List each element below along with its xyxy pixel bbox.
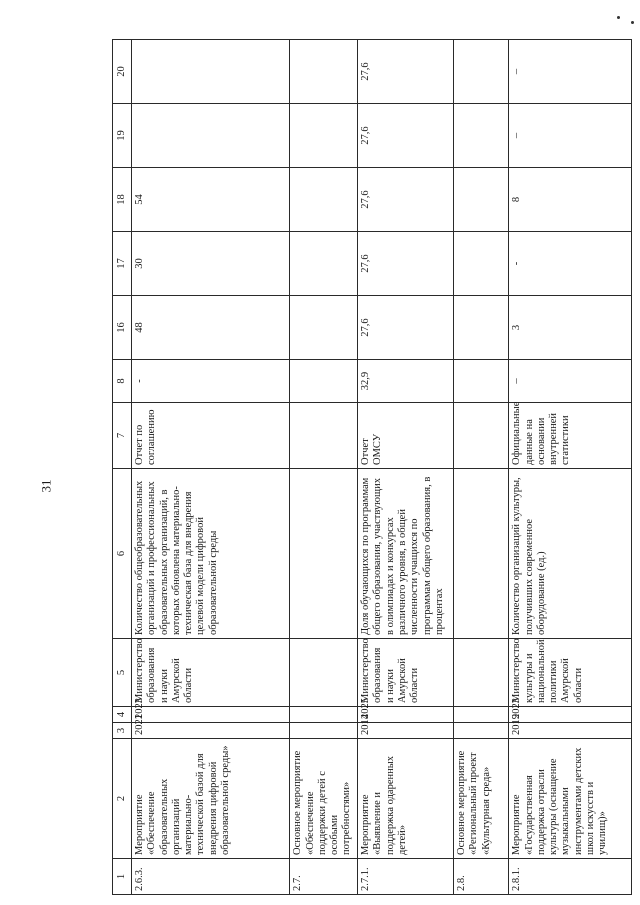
column-header: 6: [113, 469, 132, 639]
value-16: 3: [509, 296, 632, 360]
column-header: 16: [113, 296, 132, 360]
value-17: [454, 232, 509, 296]
base-value: -: [132, 360, 290, 403]
value-19: [290, 104, 358, 168]
start-year: [454, 723, 509, 739]
base-value: [454, 360, 509, 403]
data-source: Официальные данные на основании внутренней статистики: [509, 403, 632, 469]
data-source: [290, 403, 358, 469]
row-number: 2.8.1.: [509, 859, 632, 895]
table-row: [358, 40, 454, 895]
indicator: [290, 469, 358, 639]
start-year: 2019: [509, 723, 632, 739]
value-16: 27,6: [358, 296, 454, 360]
table-row: [509, 40, 632, 895]
table-row: [290, 40, 358, 895]
start-year: 2014: [358, 723, 454, 739]
value-19: –: [509, 104, 632, 168]
header-row: [113, 40, 132, 895]
indicators-table: [112, 39, 632, 895]
indicator: Количество общеобразовательных организаций и профессиональных образовательных организаций, в которых обновлена материально-техническая база для внедрения целевой модели цифровой образовательной среды: [132, 469, 290, 639]
end-year: [290, 707, 358, 723]
value-18: 54: [132, 168, 290, 232]
indicator: [454, 469, 509, 639]
value-20: –: [509, 40, 632, 104]
executor: Министерство образования и науки Амурской области: [358, 639, 454, 707]
column-header: 19: [113, 104, 132, 168]
column-header: 8: [113, 360, 132, 403]
base-value: 32,9: [358, 360, 454, 403]
row-number: 2.8.: [454, 859, 509, 895]
data-source: Отчет ОМСУ: [358, 403, 454, 469]
value-19: 27,6: [358, 104, 454, 168]
column-header: 5: [113, 639, 132, 707]
value-20: 27,6: [358, 40, 454, 104]
value-18: 8: [509, 168, 632, 232]
executor: [290, 639, 358, 707]
page-number: 31: [38, 479, 54, 493]
value-19: [454, 104, 509, 168]
base-value: [290, 360, 358, 403]
value-18: [290, 168, 358, 232]
value-16: [454, 296, 509, 360]
column-header: 17: [113, 232, 132, 296]
column-header: 2: [113, 739, 132, 859]
data-source: [454, 403, 509, 469]
indicator: Доля обучающихся по программам общего образования, участвующих в олимпиадах и конкурсах различного уровня, в общей численности учащихся по программам общего образования, в процентах: [358, 469, 454, 639]
base-value: –: [509, 360, 632, 403]
scan-speck: [617, 16, 620, 19]
executor: Министерство образования и науки Амурской области: [132, 639, 290, 707]
end-year: [454, 707, 509, 723]
end-year: 2023: [132, 707, 290, 723]
value-17: [290, 232, 358, 296]
start-year: 2021: [132, 723, 290, 739]
column-header: 20: [113, 40, 132, 104]
row-number: 2.7.1.: [358, 859, 454, 895]
column-header: 4: [113, 707, 132, 723]
end-year: 2025: [358, 707, 454, 723]
value-18: 27,6: [358, 168, 454, 232]
value-20: [132, 40, 290, 104]
column-header: 18: [113, 168, 132, 232]
value-20: [290, 40, 358, 104]
scan-speck: [631, 21, 634, 24]
start-year: [290, 723, 358, 739]
value-20: [454, 40, 509, 104]
end-year: 2023: [509, 707, 632, 723]
row-number: 2.6.3.: [132, 859, 290, 895]
event-name: Мероприятие «Обеспечение образовательных организаций материально-технической базой для внедрения цифровой образовательной среды»: [132, 739, 290, 859]
value-16: 48: [132, 296, 290, 360]
value-17: -: [509, 232, 632, 296]
executor: [454, 639, 509, 707]
table-row: [132, 40, 290, 895]
indicator: Количество организаций культуры, получивших современное оборудование (ед.): [509, 469, 632, 639]
value-16: [290, 296, 358, 360]
executor: Министерство культуры и национальной политики Амурской области: [509, 639, 632, 707]
value-19: [132, 104, 290, 168]
event-name: Мероприятие «Выявление и поддержка одаренных детей»: [358, 739, 454, 859]
value-17: 27,6: [358, 232, 454, 296]
value-18: [454, 168, 509, 232]
event-name: Основное мероприятие «Региональный проект «Культурная среда»: [454, 739, 509, 859]
value-17: 30: [132, 232, 290, 296]
data-source: Отчет по соглашению: [132, 403, 290, 469]
column-header: 3: [113, 723, 132, 739]
table-row: [454, 40, 509, 895]
row-number: 2.7.: [290, 859, 358, 895]
event-name: Мероприятие «Государственная поддержка отрасли культуры (оснащение музыкальными инструментами детских школ искусств и училищ)»: [509, 739, 632, 859]
column-header: 1: [113, 859, 132, 895]
rotated-table-container: [112, 40, 632, 895]
column-header: 7: [113, 403, 132, 469]
event-name: Основное мероприятие «Обеспечение поддержки детей с особыми потребностями»: [290, 739, 358, 859]
